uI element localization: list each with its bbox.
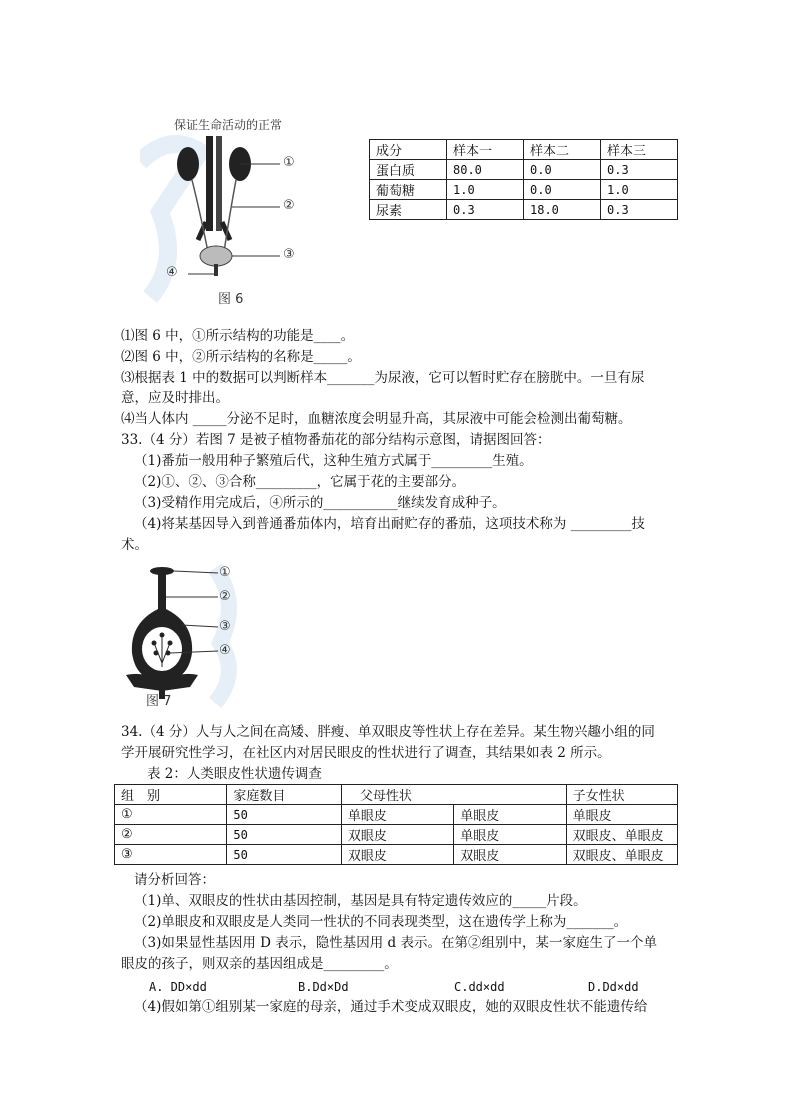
q34-sub-3: （3)如果显性基因用 D 表示，隐性基因用 d 表示。在第②组别中，某一家庭生了一个单 <box>134 935 657 951</box>
table-cell: 0.3 <box>447 200 524 220</box>
q33-line-2: （2)①、②、③合称_________，它属于花的主要部分。 <box>134 474 466 490</box>
table-1 <box>369 139 678 220</box>
figure-7-marker-1: ① <box>219 565 231 580</box>
q34-sub-1: （1)单、双眼皮的性状由基因控制，基因是具有特定遗传效应的_____片段。 <box>134 893 587 909</box>
figure-7-caption: 图 7 <box>146 694 172 709</box>
q33-line-5: 术。 <box>121 537 148 553</box>
figure-7-marker-2: ② <box>219 589 231 604</box>
q34-sub-2: （2)单眼皮和双眼皮是人类同一性状的不同表现类型，这在遗传学上称为_______。 <box>134 914 628 930</box>
table-cell: 双眼皮、单眼皮 <box>566 845 677 865</box>
q33-line-4: （4)将某基因导入到普通番茄体内，培育出耐贮存的番茄，这项技术称为 _________技 <box>134 516 645 532</box>
table-cell: 单眼皮 <box>454 805 566 825</box>
figure-6-marker-2: ② <box>283 198 295 213</box>
table-row <box>115 785 678 805</box>
q32-line-2: ⑵图 6 中，②所示结构的名称是_____。 <box>121 349 361 365</box>
table-row <box>115 845 678 865</box>
table-cell: 18.0 <box>524 200 601 220</box>
q34-line-2: 学开展研究性学习，在社区内对居民眼皮的性状进行了调查，其结果如表 2 所示。 <box>121 745 611 761</box>
option-a: A. DD×dd <box>149 980 207 994</box>
table-header: 样本三 <box>601 140 678 160</box>
table-cell: 单眼皮 <box>566 805 677 825</box>
table-cell: 80.0 <box>447 160 524 180</box>
table-header: 家庭数目 <box>227 785 341 805</box>
table-cell: 0.3 <box>601 200 678 220</box>
option-d: D.Dd×dd <box>588 980 639 994</box>
table-cell: 0.3 <box>601 160 678 180</box>
figure-7 <box>120 563 245 709</box>
figure-6-caption: 图 6 <box>218 292 244 307</box>
q33-heading: 33.（4 分）若图 7 是被子植物番茄花的部分结构示意图，请据图回答： <box>121 432 551 448</box>
tomato-pistil-diagram <box>120 563 245 709</box>
option-c: C.dd×dd <box>454 980 505 994</box>
table-cell: ① <box>115 805 227 825</box>
table-cell: 蛋白质 <box>370 160 447 180</box>
table-row <box>115 805 678 825</box>
table-row <box>370 180 678 200</box>
table-cell: 尿素 <box>370 200 447 220</box>
q32-line-1: ⑴图 6 中，①所示结构的功能是____。 <box>121 328 355 344</box>
q32-line-5: ⑷当人体内 _____分泌不足时，血糖浓度会明显升高，其尿液中可能会检测出葡萄糖。 <box>121 411 632 427</box>
table-cell: 1.0 <box>447 180 524 200</box>
table-cell: 50 <box>227 805 341 825</box>
figure-7-marker-4: ④ <box>219 643 231 658</box>
table-cell: 双眼皮、单眼皮 <box>566 825 677 845</box>
table-header: 组 别 <box>115 785 227 805</box>
table-row <box>115 825 678 845</box>
table-cell: 葡萄糖 <box>370 180 447 200</box>
table-header: 子女性状 <box>566 785 677 805</box>
q34-sub-3-cont: 眼皮的孩子，则双亲的基因组成是_________。 <box>121 956 398 972</box>
table-cell: 0.0 <box>524 180 601 200</box>
q34-line-1: 34.（4 分）人与人之间在高矮、胖瘦、单双眼皮等性状上存在差异。某生物兴趣小组的同 <box>121 724 655 740</box>
q34-sub-4: （4)假如第①组别某一家庭的母亲，通过手术变成双眼皮，她的双眼皮性状不能遗传给 <box>134 999 648 1015</box>
table-cell: 50 <box>227 845 341 865</box>
table-cell: 1.0 <box>601 180 678 200</box>
table-cell: ③ <box>115 845 227 865</box>
table-cell: 0.0 <box>524 160 601 180</box>
q32-line-3: ⑶根据表 1 中的数据可以判断样本_______为尿液，它可以暂时贮存在膀胱中。一旦有尿 <box>121 370 645 386</box>
figure-6-marker-1: ① <box>283 155 295 170</box>
urinary-system-diagram <box>140 122 320 308</box>
figure-6-marker-3: ③ <box>283 247 295 262</box>
table-header: 样本二 <box>524 140 601 160</box>
table-2 <box>114 784 678 865</box>
option-b: B.Dd×Dd <box>298 980 349 994</box>
table-header: 成分 <box>370 140 447 160</box>
table-cell: 50 <box>227 825 341 845</box>
q34-sub-heading: 请分析回答： <box>134 872 215 888</box>
q33-line-1: （1)番茄一般用种子繁殖后代，这种生殖方式属于_________生殖。 <box>134 453 533 469</box>
table-cell: 双眼皮 <box>454 845 566 865</box>
table-row <box>370 160 678 180</box>
table-2-title: 表 2：人类眼皮性状遗传调查 <box>147 766 322 782</box>
table-row <box>370 200 678 220</box>
table-cell: 双眼皮 <box>341 845 453 865</box>
table-row <box>370 140 678 160</box>
figure-6-top-text: 保证生命活动的正常 <box>174 118 283 132</box>
q33-line-3: （3)受精作用完成后，④所示的___________继续发育成种子。 <box>134 495 506 511</box>
table-header: 父母性状 <box>341 785 566 805</box>
table-header: 样本一 <box>447 140 524 160</box>
table-cell: 单眼皮 <box>454 825 566 845</box>
figure-7-marker-3: ③ <box>219 619 231 634</box>
figure-6 <box>140 118 320 308</box>
q32-line-4: 意，应及时排出。 <box>121 390 229 406</box>
table-cell: ② <box>115 825 227 845</box>
table-cell: 单眼皮 <box>341 805 453 825</box>
figure-6-marker-4: ④ <box>166 265 178 280</box>
table-cell: 双眼皮 <box>341 825 453 845</box>
